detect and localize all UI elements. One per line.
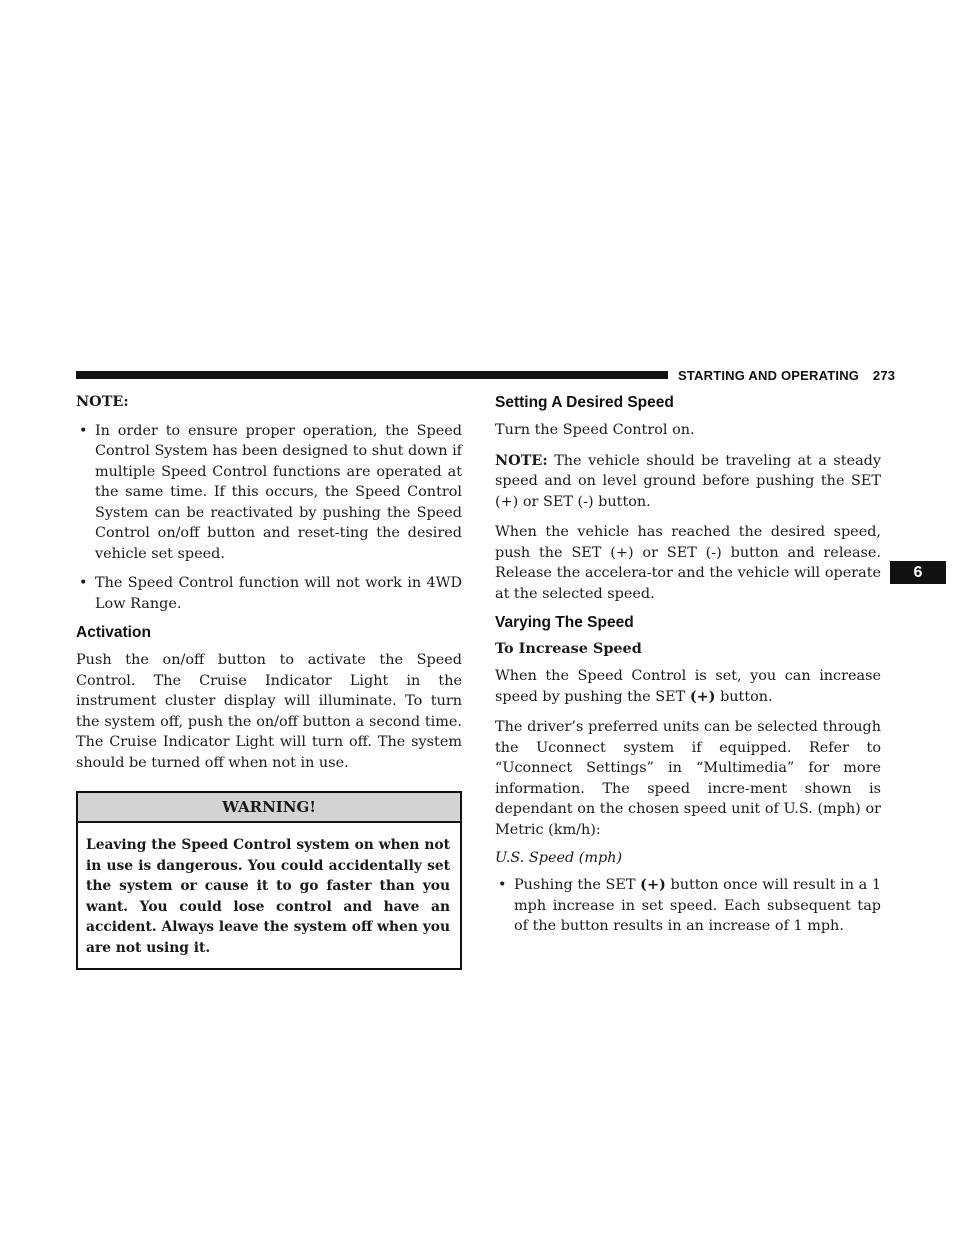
note-text: The vehicle should be traveling at a steady speed and on level ground before pushing the SET (+) or SET (-) button. [495,452,881,510]
bullet-text: In order to ensure proper operation, the Speed Control System has been designed to shut down if multiple Speed Control functions are operated at the same time. If this occurs, the Speed Control System can be reactivated by pushing the Speed Control on/off button and reset-ting the desired vehicle set speed. [95,422,462,562]
note-label: NOTE: [495,451,548,469]
bullet-text: The Speed Control function will not work in 4WD Low Range. [95,575,462,612]
increase-paragraph [495,666,881,707]
left-column [76,392,462,970]
warning-box [76,791,462,970]
us-text-start: Pushing the SET [514,877,636,893]
chapter-tab: 6 [890,561,946,584]
page-number: 273 [872,368,896,383]
section-title: STARTING AND OPERATING [678,368,860,383]
activation-paragraph: Push the on/off button to activate the Speed Control. The Cruise Indicator Light in the instrument cluster display will illuminate. To turn the system off, push the on/off button a second time. The Cruise Indicator Light will turn off. The system should be turned off when not in use. [76,652,462,771]
us-text-end: button once will result in a 1 mph increase in set speed. Each subsequent tap of the button results in an increase of 1 mph. [514,877,882,934]
set-plus-label: (+) [689,687,716,705]
list-item [76,573,462,614]
running-header [678,368,895,383]
us-speed-heading: U.S. Speed (mph) [495,850,623,866]
right-column [495,392,881,947]
varying-speed-heading: Varying The Speed [495,614,634,631]
setting-speed-heading: Setting A Desired Speed [495,394,674,411]
units-paragraph: The driver’s preferred units can be selected through the Uconnect system if equipped. Refer to “Uconnect Settings” in “Multimedia” for more information. The speed incre-ment shown is dependant on the chosen speed unit of U.S. (mph) or Metric (km/h): [495,719,881,838]
activation-heading: Activation [76,624,151,641]
bullet-icon: • [498,877,507,893]
list-item [76,421,462,565]
setting-paragraph-1: Turn the Speed Control on. [495,422,695,438]
list-item [495,875,881,937]
increase-text-end: button. [720,688,773,705]
warning-title: WARNING! [78,793,460,823]
bullet-icon: • [79,575,88,591]
note-paragraph [495,451,881,513]
setting-paragraph-2: When the vehicle has reached the desired speed, push the SET (+) or SET (-) button and release. Release the accelera-tor and the vehicle will operate at the selected speed. [495,524,881,602]
increase-text-start: When the Speed Control is set, you can increase speed by pushing the SET [495,668,881,705]
note-bullet-list [76,421,462,615]
note-label: NOTE: [76,393,129,410]
warning-text: Leaving the Speed Control system on when not in use is dangerous. You could accidentally set the system or cause it to go faster than you want. You could lose control and have an accident. Always leave the system off when you are not using it. [86,837,450,956]
bullet-icon: • [79,422,88,439]
set-plus-label: (+) [640,876,666,893]
header-rule [76,371,668,379]
us-bullet-list [495,875,881,937]
increase-speed-heading: To Increase Speed [495,640,642,657]
